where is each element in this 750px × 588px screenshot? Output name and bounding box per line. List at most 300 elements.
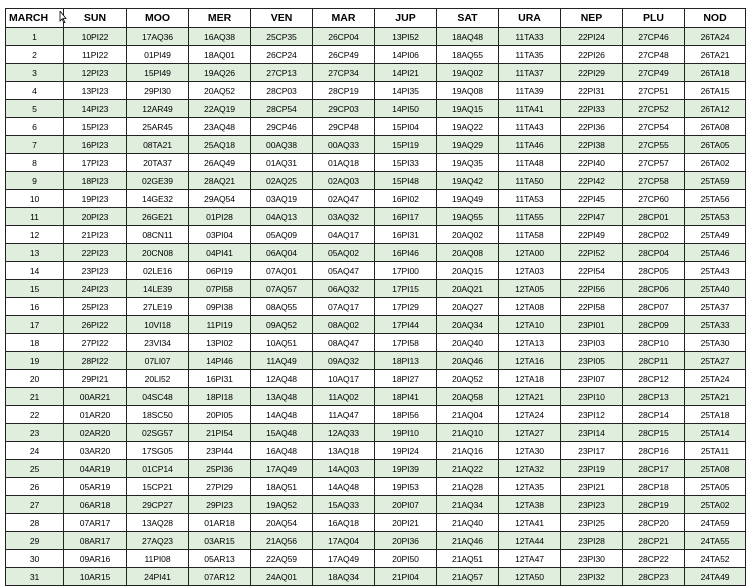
position-cell[interactable]: 03AR20 [64, 442, 127, 460]
position-cell[interactable]: 28CP11 [623, 352, 685, 370]
position-cell[interactable]: 08CN11 [127, 226, 189, 244]
position-cell[interactable]: 16AQ48 [251, 442, 313, 460]
position-cell[interactable]: 18PI27 [375, 370, 437, 388]
position-cell[interactable]: 20AQ40 [437, 334, 499, 352]
day-cell[interactable]: 2 [6, 46, 64, 64]
position-cell[interactable]: 27CP55 [623, 136, 685, 154]
position-cell[interactable]: 25TA46 [685, 244, 746, 262]
position-cell[interactable]: 22PI45 [561, 190, 623, 208]
position-cell[interactable]: 22PI38 [561, 136, 623, 154]
position-cell[interactable]: 17PI23 [64, 154, 127, 172]
position-cell[interactable]: 02GE39 [127, 172, 189, 190]
position-cell[interactable]: 18AQ48 [437, 28, 499, 46]
position-cell[interactable]: 16PI17 [375, 208, 437, 226]
position-cell[interactable]: 20AQ15 [437, 262, 499, 280]
day-cell[interactable]: 29 [6, 532, 64, 550]
position-cell[interactable]: 07LI07 [127, 352, 189, 370]
position-cell[interactable]: 20CN08 [127, 244, 189, 262]
position-cell[interactable]: 25TA24 [685, 370, 746, 388]
position-cell[interactable]: 01PI49 [127, 46, 189, 64]
position-cell[interactable]: 28CP06 [623, 280, 685, 298]
position-cell[interactable]: 07AQ01 [251, 262, 313, 280]
position-cell[interactable]: 28CP05 [623, 262, 685, 280]
day-cell[interactable]: 17 [6, 316, 64, 334]
day-cell[interactable]: 11 [6, 208, 64, 226]
position-cell[interactable]: 15PI48 [375, 172, 437, 190]
position-cell[interactable]: 20PI21 [375, 514, 437, 532]
position-cell[interactable]: 28CP21 [623, 532, 685, 550]
position-cell[interactable]: 17SG05 [127, 442, 189, 460]
position-cell[interactable]: 25PI36 [189, 460, 251, 478]
day-cell[interactable]: 19 [6, 352, 64, 370]
position-cell[interactable]: 23PI14 [561, 424, 623, 442]
position-cell[interactable]: 22PI49 [561, 226, 623, 244]
position-cell[interactable]: 27CP51 [623, 82, 685, 100]
position-cell[interactable]: 05AR19 [64, 478, 127, 496]
position-cell[interactable]: 21AQ51 [437, 550, 499, 568]
position-cell[interactable]: 28CP04 [623, 244, 685, 262]
position-cell[interactable]: 12TA05 [499, 280, 561, 298]
position-cell[interactable]: 04AQ17 [313, 226, 375, 244]
day-cell[interactable]: 15 [6, 280, 64, 298]
position-cell[interactable]: 22PI47 [561, 208, 623, 226]
position-cell[interactable]: 14GE32 [127, 190, 189, 208]
position-cell[interactable]: 28CP22 [623, 550, 685, 568]
position-cell[interactable]: 26TA05 [685, 136, 746, 154]
position-cell[interactable]: 23PI25 [561, 514, 623, 532]
position-cell[interactable]: 20LI52 [127, 370, 189, 388]
position-cell[interactable]: 19AQ15 [437, 100, 499, 118]
position-cell[interactable]: 14LE39 [127, 280, 189, 298]
position-cell[interactable]: 00AQ33 [313, 136, 375, 154]
position-cell[interactable]: 22PI36 [561, 118, 623, 136]
day-cell[interactable]: 22 [6, 406, 64, 424]
position-cell[interactable]: 11TA55 [499, 208, 561, 226]
position-cell[interactable]: 26GE21 [127, 208, 189, 226]
position-cell[interactable]: 18AQ34 [313, 568, 375, 586]
position-cell[interactable]: 00AQ38 [251, 136, 313, 154]
day-cell[interactable]: 16 [6, 298, 64, 316]
position-cell[interactable]: 02AR20 [64, 424, 127, 442]
position-cell[interactable]: 25AQ18 [189, 136, 251, 154]
position-cell[interactable]: 08AQ47 [313, 334, 375, 352]
position-cell[interactable]: 19PI10 [375, 424, 437, 442]
position-cell[interactable]: 13PI02 [189, 334, 251, 352]
position-cell[interactable]: 19AQ52 [251, 496, 313, 514]
position-cell[interactable]: 11TA46 [499, 136, 561, 154]
position-cell[interactable]: 21AQ57 [437, 568, 499, 586]
position-cell[interactable]: 22PI24 [561, 28, 623, 46]
position-cell[interactable]: 19AQ55 [437, 208, 499, 226]
position-cell[interactable]: 23PI10 [561, 388, 623, 406]
position-cell[interactable]: 08AQ55 [251, 298, 313, 316]
position-cell[interactable]: 23PI32 [561, 568, 623, 586]
position-cell[interactable]: 04AQ13 [251, 208, 313, 226]
position-cell[interactable]: 23PI30 [561, 550, 623, 568]
position-cell[interactable]: 11AQ47 [313, 406, 375, 424]
position-cell[interactable]: 01CP14 [127, 460, 189, 478]
position-cell[interactable]: 27CP58 [623, 172, 685, 190]
position-cell[interactable]: 12TA21 [499, 388, 561, 406]
position-cell[interactable]: 28CP17 [623, 460, 685, 478]
position-cell[interactable]: 28CP01 [623, 208, 685, 226]
position-cell[interactable]: 23PI07 [561, 370, 623, 388]
position-cell[interactable]: 13AQ28 [127, 514, 189, 532]
position-cell[interactable]: 21PI54 [189, 424, 251, 442]
position-cell[interactable]: 06AQ32 [313, 280, 375, 298]
position-cell[interactable]: 20AQ54 [251, 514, 313, 532]
day-cell[interactable]: 26 [6, 478, 64, 496]
position-cell[interactable]: 12TA50 [499, 568, 561, 586]
position-cell[interactable]: 27CP34 [313, 64, 375, 82]
position-cell[interactable]: 16PI02 [375, 190, 437, 208]
position-cell[interactable]: 26AQ49 [189, 154, 251, 172]
position-cell[interactable]: 18PI23 [64, 172, 127, 190]
day-cell[interactable]: 28 [6, 514, 64, 532]
position-cell[interactable]: 25CP35 [251, 28, 313, 46]
position-cell[interactable]: 26CP24 [251, 46, 313, 64]
position-cell[interactable]: 14PI46 [189, 352, 251, 370]
position-cell[interactable]: 20AQ46 [437, 352, 499, 370]
position-cell[interactable]: 05AQ09 [251, 226, 313, 244]
position-cell[interactable]: 07AQ17 [313, 298, 375, 316]
position-cell[interactable]: 17AQ49 [251, 460, 313, 478]
position-cell[interactable]: 01AR18 [189, 514, 251, 532]
position-cell[interactable]: 11TA48 [499, 154, 561, 172]
position-cell[interactable]: 27CP46 [623, 28, 685, 46]
position-cell[interactable]: 28PI22 [64, 352, 127, 370]
position-cell[interactable]: 12AR49 [127, 100, 189, 118]
position-cell[interactable]: 25TA56 [685, 190, 746, 208]
position-cell[interactable]: 27CP49 [623, 64, 685, 82]
position-cell[interactable]: 27CP52 [623, 100, 685, 118]
position-cell[interactable]: 15CP21 [127, 478, 189, 496]
position-cell[interactable]: 13PI52 [375, 28, 437, 46]
position-cell[interactable]: 12TA24 [499, 406, 561, 424]
position-cell[interactable]: 12TA16 [499, 352, 561, 370]
position-cell[interactable]: 01AQ31 [251, 154, 313, 172]
position-cell[interactable]: 28CP18 [623, 478, 685, 496]
position-cell[interactable]: 29CP03 [313, 100, 375, 118]
position-cell[interactable]: 23PI44 [189, 442, 251, 460]
position-cell[interactable]: 21PI23 [64, 226, 127, 244]
position-cell[interactable]: 20AQ58 [437, 388, 499, 406]
position-cell[interactable]: 16PI31 [189, 370, 251, 388]
position-cell[interactable]: 11PI22 [64, 46, 127, 64]
position-cell[interactable]: 24PI41 [127, 568, 189, 586]
position-cell[interactable]: 11TA35 [499, 46, 561, 64]
position-cell[interactable]: 28CP16 [623, 442, 685, 460]
position-cell[interactable]: 14PI21 [375, 64, 437, 82]
position-cell[interactable]: 12AQ33 [313, 424, 375, 442]
position-cell[interactable]: 18PI41 [375, 388, 437, 406]
day-cell[interactable]: 30 [6, 550, 64, 568]
column-header-moo[interactable]: MOO [127, 9, 189, 28]
position-cell[interactable]: 11AQ02 [313, 388, 375, 406]
position-cell[interactable]: 27CP54 [623, 118, 685, 136]
position-cell[interactable]: 20AQ02 [437, 226, 499, 244]
position-cell[interactable]: 11TA39 [499, 82, 561, 100]
position-cell[interactable]: 26TA18 [685, 64, 746, 82]
position-cell[interactable]: 12TA00 [499, 244, 561, 262]
position-cell[interactable]: 12TA35 [499, 478, 561, 496]
day-cell[interactable]: 24 [6, 442, 64, 460]
position-cell[interactable]: 15AQ33 [313, 496, 375, 514]
position-cell[interactable]: 15PI04 [375, 118, 437, 136]
position-cell[interactable]: 12TA13 [499, 334, 561, 352]
position-cell[interactable]: 25TA37 [685, 298, 746, 316]
position-cell[interactable]: 14PI23 [64, 100, 127, 118]
position-cell[interactable]: 25TA18 [685, 406, 746, 424]
position-cell[interactable]: 15PI49 [127, 64, 189, 82]
position-cell[interactable]: 14PI35 [375, 82, 437, 100]
position-cell[interactable]: 21PI04 [375, 568, 437, 586]
position-cell[interactable]: 22AQ59 [251, 550, 313, 568]
position-cell[interactable]: 20AQ08 [437, 244, 499, 262]
position-cell[interactable]: 25TA02 [685, 496, 746, 514]
position-cell[interactable]: 28CP13 [623, 388, 685, 406]
position-cell[interactable]: 22PI31 [561, 82, 623, 100]
position-cell[interactable]: 25TA14 [685, 424, 746, 442]
position-cell[interactable]: 22PI56 [561, 280, 623, 298]
column-header-jup[interactable]: JUP [375, 9, 437, 28]
position-cell[interactable]: 19PI24 [375, 442, 437, 460]
position-cell[interactable]: 08TA21 [127, 136, 189, 154]
column-header-march[interactable]: MARCH [6, 9, 64, 28]
position-cell[interactable]: 18SC50 [127, 406, 189, 424]
position-cell[interactable]: 14AQ48 [313, 478, 375, 496]
position-cell[interactable]: 15PI19 [375, 136, 437, 154]
position-cell[interactable]: 21AQ04 [437, 406, 499, 424]
position-cell[interactable]: 29PI30 [127, 82, 189, 100]
position-cell[interactable]: 15PI33 [375, 154, 437, 172]
position-cell[interactable]: 22PI23 [64, 244, 127, 262]
position-cell[interactable]: 27CP48 [623, 46, 685, 64]
position-cell[interactable]: 19AQ35 [437, 154, 499, 172]
position-cell[interactable]: 08AR17 [64, 532, 127, 550]
position-cell[interactable]: 15PI23 [64, 118, 127, 136]
position-cell[interactable]: 25TA11 [685, 442, 746, 460]
position-cell[interactable]: 15AQ48 [251, 424, 313, 442]
position-cell[interactable]: 13AQ48 [251, 388, 313, 406]
position-cell[interactable]: 23AQ48 [189, 118, 251, 136]
position-cell[interactable]: 23PI23 [561, 496, 623, 514]
position-cell[interactable]: 28CP09 [623, 316, 685, 334]
position-cell[interactable]: 26TA08 [685, 118, 746, 136]
position-cell[interactable]: 25TA43 [685, 262, 746, 280]
position-cell[interactable]: 09AR16 [64, 550, 127, 568]
position-cell[interactable]: 20TA37 [127, 154, 189, 172]
position-cell[interactable]: 28CP54 [251, 100, 313, 118]
position-cell[interactable]: 27CP13 [251, 64, 313, 82]
position-cell[interactable]: 03PI04 [189, 226, 251, 244]
position-cell[interactable]: 26TA15 [685, 82, 746, 100]
column-header-nep[interactable]: NEP [561, 9, 623, 28]
position-cell[interactable]: 12TA10 [499, 316, 561, 334]
position-cell[interactable]: 21AQ16 [437, 442, 499, 460]
position-cell[interactable]: 27AQ23 [127, 532, 189, 550]
position-cell[interactable]: 05AR13 [189, 550, 251, 568]
position-cell[interactable]: 07AR17 [64, 514, 127, 532]
day-cell[interactable]: 7 [6, 136, 64, 154]
day-cell[interactable]: 10 [6, 190, 64, 208]
day-cell[interactable]: 6 [6, 118, 64, 136]
position-cell[interactable]: 29PI21 [64, 370, 127, 388]
position-cell[interactable]: 25TA08 [685, 460, 746, 478]
position-cell[interactable]: 24AQ01 [251, 568, 313, 586]
position-cell[interactable]: 03AR15 [189, 532, 251, 550]
position-cell[interactable]: 27PI29 [189, 478, 251, 496]
position-cell[interactable]: 20AQ34 [437, 316, 499, 334]
position-cell[interactable]: 26CP49 [313, 46, 375, 64]
position-cell[interactable]: 11TA37 [499, 64, 561, 82]
column-header-ven[interactable]: VEN [251, 9, 313, 28]
position-cell[interactable]: 22PI58 [561, 298, 623, 316]
position-cell[interactable]: 11TA53 [499, 190, 561, 208]
position-cell[interactable]: 10AQ51 [251, 334, 313, 352]
position-cell[interactable]: 22PI26 [561, 46, 623, 64]
position-cell[interactable]: 28CP10 [623, 334, 685, 352]
position-cell[interactable]: 22PI52 [561, 244, 623, 262]
position-cell[interactable]: 02AQ47 [313, 190, 375, 208]
day-cell[interactable]: 1 [6, 28, 64, 46]
position-cell[interactable]: 23PI21 [561, 478, 623, 496]
day-cell[interactable]: 25 [6, 460, 64, 478]
position-cell[interactable]: 26TA02 [685, 154, 746, 172]
position-cell[interactable]: 04AR19 [64, 460, 127, 478]
position-cell[interactable]: 09AQ32 [313, 352, 375, 370]
position-cell[interactable]: 17PI29 [375, 298, 437, 316]
position-cell[interactable]: 12TA38 [499, 496, 561, 514]
position-cell[interactable]: 23PI03 [561, 334, 623, 352]
position-cell[interactable]: 28CP02 [623, 226, 685, 244]
position-cell[interactable]: 05AQ02 [313, 244, 375, 262]
position-cell[interactable]: 11AQ49 [251, 352, 313, 370]
position-cell[interactable]: 12TA41 [499, 514, 561, 532]
position-cell[interactable]: 11TA41 [499, 100, 561, 118]
position-cell[interactable]: 19AQ42 [437, 172, 499, 190]
position-cell[interactable]: 19PI53 [375, 478, 437, 496]
position-cell[interactable]: 17PI00 [375, 262, 437, 280]
position-cell[interactable]: 12TA27 [499, 424, 561, 442]
position-cell[interactable]: 14AQ48 [251, 406, 313, 424]
position-cell[interactable]: 13AQ18 [313, 442, 375, 460]
position-cell[interactable]: 23VI34 [127, 334, 189, 352]
position-cell[interactable]: 26TA24 [685, 28, 746, 46]
position-cell[interactable]: 28AQ21 [189, 172, 251, 190]
position-cell[interactable]: 20PI23 [64, 208, 127, 226]
position-cell[interactable]: 02AQ03 [313, 172, 375, 190]
position-cell[interactable]: 03AQ32 [313, 208, 375, 226]
position-cell[interactable]: 27LE19 [127, 298, 189, 316]
position-cell[interactable]: 12TA18 [499, 370, 561, 388]
day-cell[interactable]: 21 [6, 388, 64, 406]
position-cell[interactable]: 02LE16 [127, 262, 189, 280]
position-cell[interactable]: 19AQ02 [437, 64, 499, 82]
position-cell[interactable]: 18PI56 [375, 406, 437, 424]
position-cell[interactable]: 25PI23 [64, 298, 127, 316]
position-cell[interactable]: 18AQ51 [251, 478, 313, 496]
day-cell[interactable]: 20 [6, 370, 64, 388]
position-cell[interactable]: 12TA32 [499, 460, 561, 478]
position-cell[interactable]: 19AQ22 [437, 118, 499, 136]
day-cell[interactable]: 5 [6, 100, 64, 118]
position-cell[interactable]: 18AQ55 [437, 46, 499, 64]
day-cell[interactable]: 23 [6, 424, 64, 442]
position-cell[interactable]: 22AQ19 [189, 100, 251, 118]
day-cell[interactable]: 12 [6, 226, 64, 244]
position-cell[interactable]: 12TA30 [499, 442, 561, 460]
position-cell[interactable]: 05AQ47 [313, 262, 375, 280]
position-cell[interactable]: 20AQ21 [437, 280, 499, 298]
position-cell[interactable]: 11PI08 [127, 550, 189, 568]
position-cell[interactable]: 19AQ08 [437, 82, 499, 100]
position-cell[interactable]: 12TA47 [499, 550, 561, 568]
position-cell[interactable]: 19AQ49 [437, 190, 499, 208]
position-cell[interactable]: 22PI54 [561, 262, 623, 280]
column-header-sun[interactable]: SUN [64, 9, 127, 28]
position-cell[interactable]: 26PI22 [64, 316, 127, 334]
position-cell[interactable]: 25TA53 [685, 208, 746, 226]
position-cell[interactable]: 25TA05 [685, 478, 746, 496]
position-cell[interactable]: 24TA59 [685, 514, 746, 532]
position-cell[interactable]: 24TA55 [685, 532, 746, 550]
position-cell[interactable]: 11TA43 [499, 118, 561, 136]
position-cell[interactable]: 20PI50 [375, 550, 437, 568]
position-cell[interactable]: 06PI19 [189, 262, 251, 280]
position-cell[interactable]: 11TA33 [499, 28, 561, 46]
position-cell[interactable]: 27CP60 [623, 190, 685, 208]
position-cell[interactable]: 21AQ46 [437, 532, 499, 550]
position-cell[interactable]: 28CP20 [623, 514, 685, 532]
position-cell[interactable]: 16AQ18 [313, 514, 375, 532]
position-cell[interactable]: 12AQ48 [251, 370, 313, 388]
position-cell[interactable]: 12PI23 [64, 64, 127, 82]
position-cell[interactable]: 17PI58 [375, 334, 437, 352]
position-cell[interactable]: 20PI36 [375, 532, 437, 550]
position-cell[interactable]: 10VI18 [127, 316, 189, 334]
position-cell[interactable]: 03AQ19 [251, 190, 313, 208]
position-cell[interactable]: 26TA21 [685, 46, 746, 64]
position-cell[interactable]: 19AQ29 [437, 136, 499, 154]
position-cell[interactable]: 23PI23 [64, 262, 127, 280]
day-cell[interactable]: 4 [6, 82, 64, 100]
column-header-sat[interactable]: SAT [437, 9, 499, 28]
position-cell[interactable]: 12TA44 [499, 532, 561, 550]
day-cell[interactable]: 9 [6, 172, 64, 190]
position-cell[interactable]: 14PI06 [375, 46, 437, 64]
position-cell[interactable]: 22PI29 [561, 64, 623, 82]
position-cell[interactable]: 01AR20 [64, 406, 127, 424]
column-header-mar[interactable]: MAR [313, 9, 375, 28]
position-cell[interactable]: 07AR12 [189, 568, 251, 586]
column-header-nod[interactable]: NOD [685, 9, 746, 28]
position-cell[interactable]: 25TA40 [685, 280, 746, 298]
position-cell[interactable]: 20AQ52 [189, 82, 251, 100]
position-cell[interactable]: 25TA59 [685, 172, 746, 190]
position-cell[interactable]: 27PI22 [64, 334, 127, 352]
position-cell[interactable]: 16PI31 [375, 226, 437, 244]
position-cell[interactable]: 28CP23 [623, 568, 685, 586]
position-cell[interactable]: 04PI41 [189, 244, 251, 262]
position-cell[interactable]: 27CP57 [623, 154, 685, 172]
position-cell[interactable]: 22PI42 [561, 172, 623, 190]
day-cell[interactable]: 31 [6, 568, 64, 586]
position-cell[interactable]: 25TA27 [685, 352, 746, 370]
position-cell[interactable]: 29CP46 [251, 118, 313, 136]
position-cell[interactable]: 21AQ40 [437, 514, 499, 532]
position-cell[interactable]: 24TA52 [685, 550, 746, 568]
